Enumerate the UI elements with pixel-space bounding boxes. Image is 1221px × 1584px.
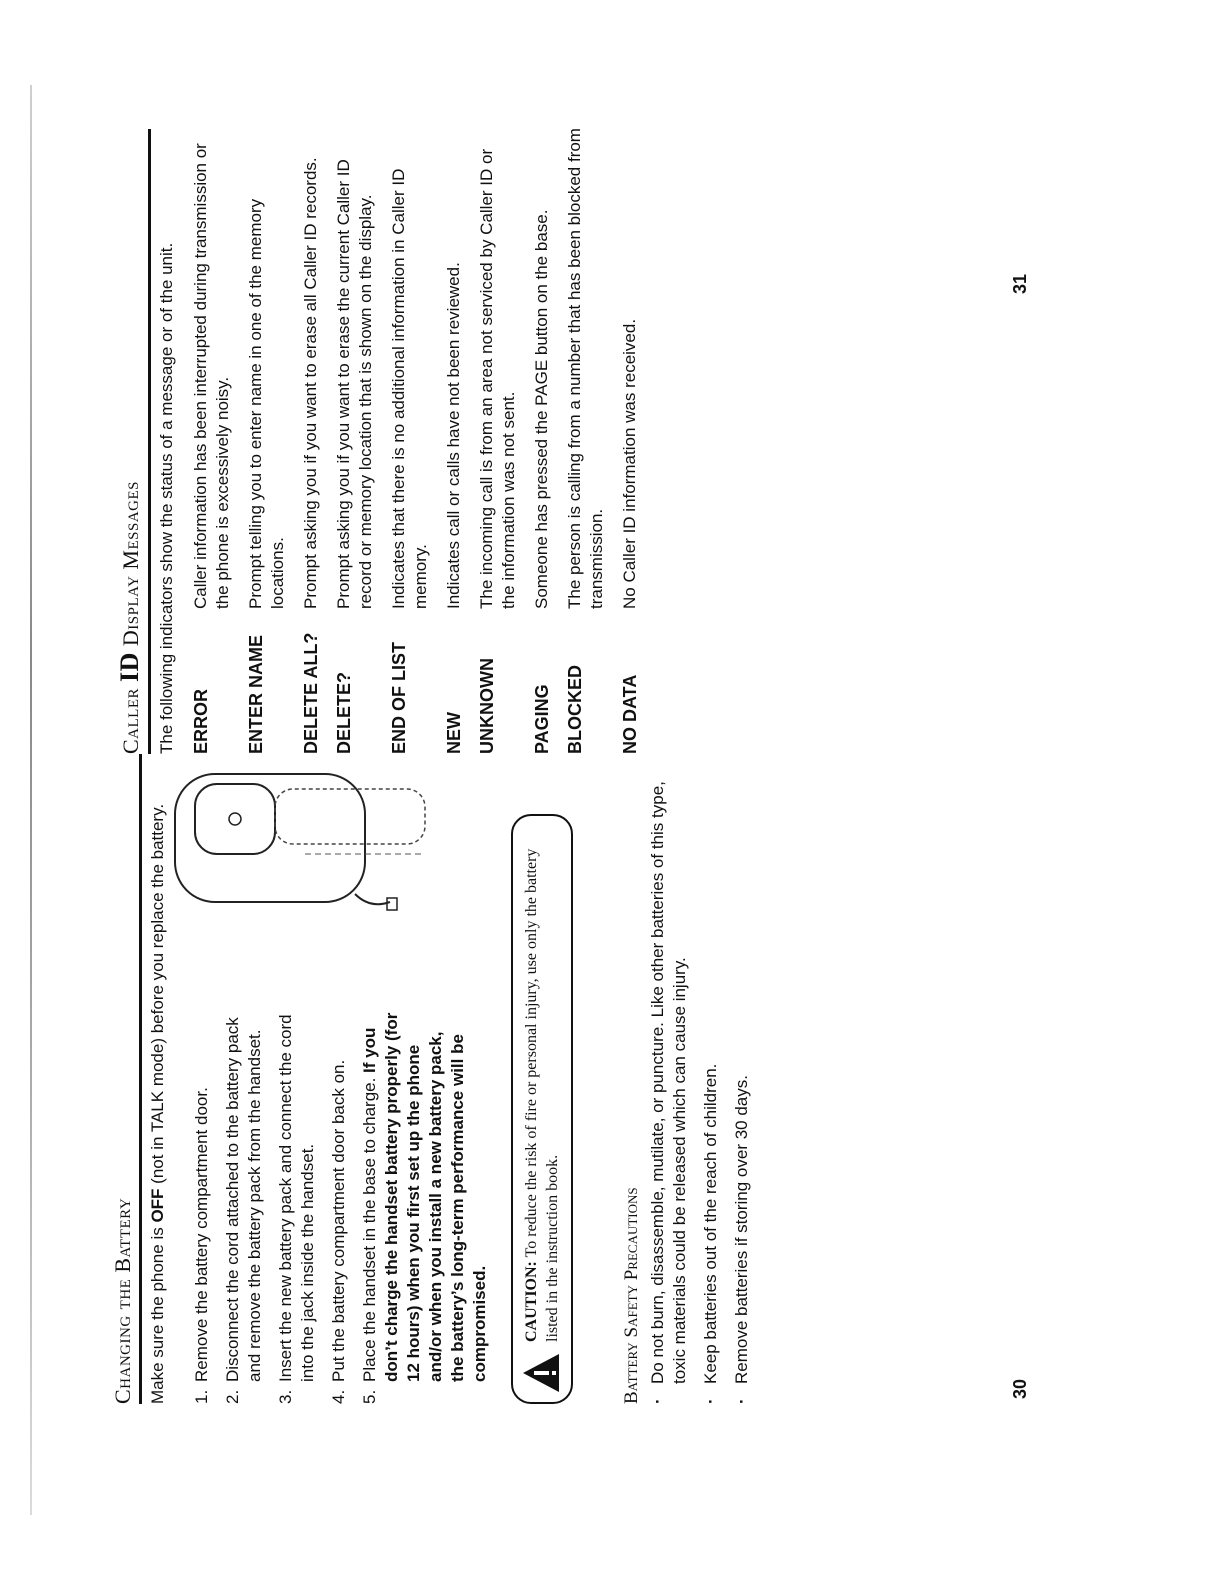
list-item: 1. Remove the battery compartment door.	[192, 1087, 211, 1404]
table-row: ERROR Caller information has been interrupted during transmission or the phone is excessively noisy.	[191, 143, 232, 754]
battery-steps-list	[191, 1004, 491, 1404]
warning-triangle-icon	[521, 1352, 561, 1394]
left-page	[110, 754, 762, 1404]
list-item: 2. Disconnect the cord attached to the battery pack and remove the battery pack from the handset.	[223, 1017, 264, 1404]
caller-id-messages-title: Caller ID Display Messages	[115, 129, 151, 754]
table-row: ENTER NAME Prompt telling you to enter name in one of the memory locations.	[246, 198, 287, 754]
page-number-right: 31	[1010, 273, 1030, 294]
table-row: PAGING Someone has pressed the PAGE button on the base.	[532, 209, 552, 754]
right-page	[115, 114, 652, 754]
caller-id-intro: The following indicators show the status of a message or of the unit.	[157, 242, 176, 754]
list-item: · Keep batteries out of the reach of children.	[701, 1063, 720, 1404]
list-item: · Do not burn, disassemble, mutilate, or puncture. Like other batteries of this type, toxic materials could be released which can cause injury.	[648, 781, 689, 1404]
list-item: · Remove batteries if storing over 30 days.	[732, 1075, 751, 1404]
table-row: NO DATA No Caller ID information was received.	[620, 318, 640, 754]
phone-handset-base-illustration	[155, 724, 455, 924]
changing-battery-title: Changing the Battery	[110, 754, 142, 1404]
table-row: UNKNOWN The incoming call is from an area not serviced by Caller ID or the information was not sent.	[477, 148, 518, 754]
battery-intro: Make sure the phone is OFF (not in TALK mode) before you replace the battery.	[148, 803, 167, 1404]
page-number-left: 30	[1010, 1378, 1030, 1399]
list-item: 4. Put the battery compartment door back on.	[329, 1059, 348, 1404]
table-row: END OF LIST Indicates that there is no additional information in Caller ID memory.	[389, 168, 430, 754]
table-row: DELETE ALL? Prompt asking you if you want to erase all Caller ID records.	[301, 157, 321, 754]
list-item: 3. Insert the new battery pack and connect the cord into the jack inside the handset.	[276, 1014, 317, 1404]
battery-safety-title: Battery Safety Precautions	[621, 1187, 642, 1404]
precautions-list	[647, 754, 753, 1404]
table-row: NEW Indicates call or calls have not been reviewed.	[444, 262, 464, 754]
table-row: DELETE? Prompt asking you if you want to erase the current Caller ID record or memory location that is shown on the display.	[334, 159, 375, 754]
messages-table	[190, 124, 652, 754]
list-item: 5. Place the handset in the base to charge. If you don’t charge the handset battery properly (for 12 hours) when you first set up the phone and/or when you install a new battery pack, the battery’s long-term performance will be compromised.	[360, 1012, 489, 1404]
caution-box: CAUTION: To reduce the risk of fire or personal injury, use only the battery listed in the instruction book.	[511, 814, 573, 1404]
table-row: BLOCKED The person is calling from a number that has been blocked from transmission.	[565, 128, 606, 754]
